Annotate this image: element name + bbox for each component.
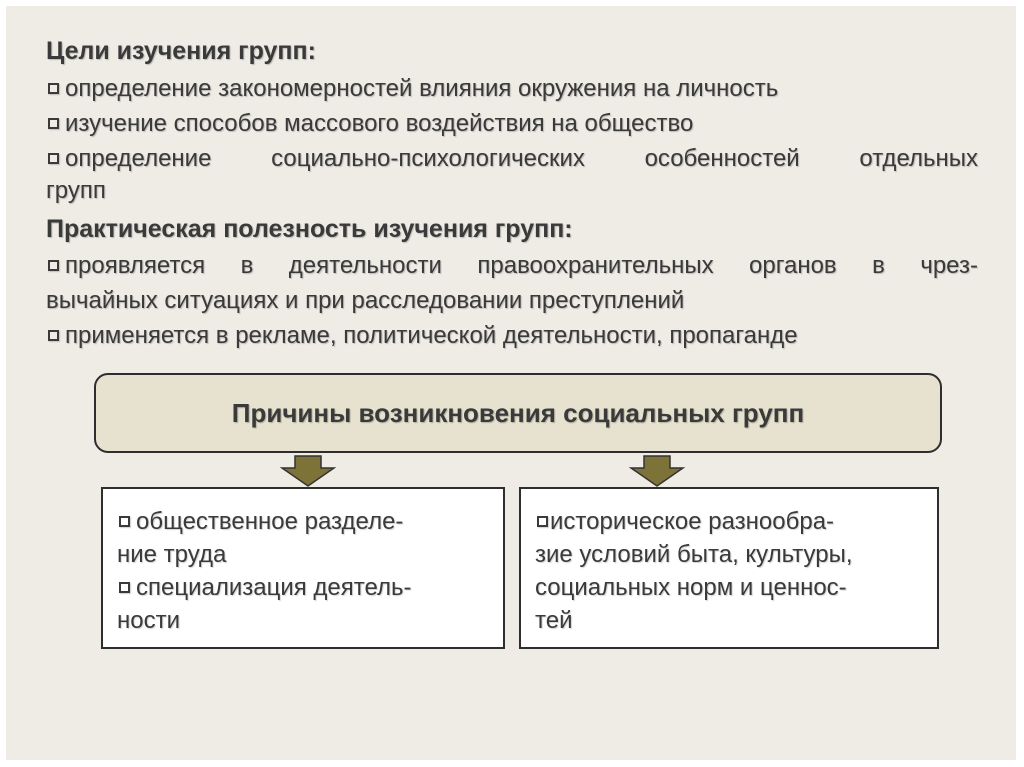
checkbox-bullet-icon [48,153,59,164]
cause-left-item-1-continued: ние труда [117,541,227,568]
cause-right-item-1-continued-b: социальных норм и ценнос- [535,574,847,601]
checkbox-bullet-icon [48,83,59,94]
usefulness-heading: Практическая полезность изучения групп: [46,215,573,243]
cause-right-item-1-continued-c: тей [535,607,573,634]
checkbox-bullet-icon [48,260,59,271]
usefulness-item-1: проявляется в деятельности правоохранительных органов в чрез- [46,251,978,281]
goals-heading: Цели изучения групп: [46,37,316,65]
cause-box-left [101,487,505,649]
checkbox-bullet-icon [119,582,130,593]
goals-item-2: изучение способов массового воздействия на общество [46,109,978,139]
cause-left-item-2: специализация деятель- [117,571,491,604]
down-arrow-icon [280,455,336,487]
cause-left-item-2-continued: ности [117,607,180,634]
cause-box-right [519,487,939,649]
usefulness-item-2: применяется в рекламе, политической деятельности, пропаганде [46,321,978,351]
down-arrow-icon [629,455,685,487]
goals-item-3: определение социально-психологических особенностей отдельных [46,144,978,174]
goals-item-1: определение закономерностей влияния окружения на личность [46,74,978,104]
cause-left-item-1: общественное разделе- [117,505,491,538]
checkbox-bullet-icon [48,330,59,341]
checkbox-bullet-icon [537,516,548,527]
checkbox-bullet-icon [48,118,59,129]
checkbox-bullet-icon [119,516,130,527]
cause-right-item-1-continued-a: зие условий быта, культуры, [535,541,853,568]
goals-item-3-continued: групп [46,177,106,204]
cause-right-item-1: историческое разнообра- [535,505,925,538]
causes-title-box: Причины возникновения социальных групп [94,373,942,453]
usefulness-item-1-continued: вычайных ситуациях и при расследовании преступлений [46,287,685,314]
